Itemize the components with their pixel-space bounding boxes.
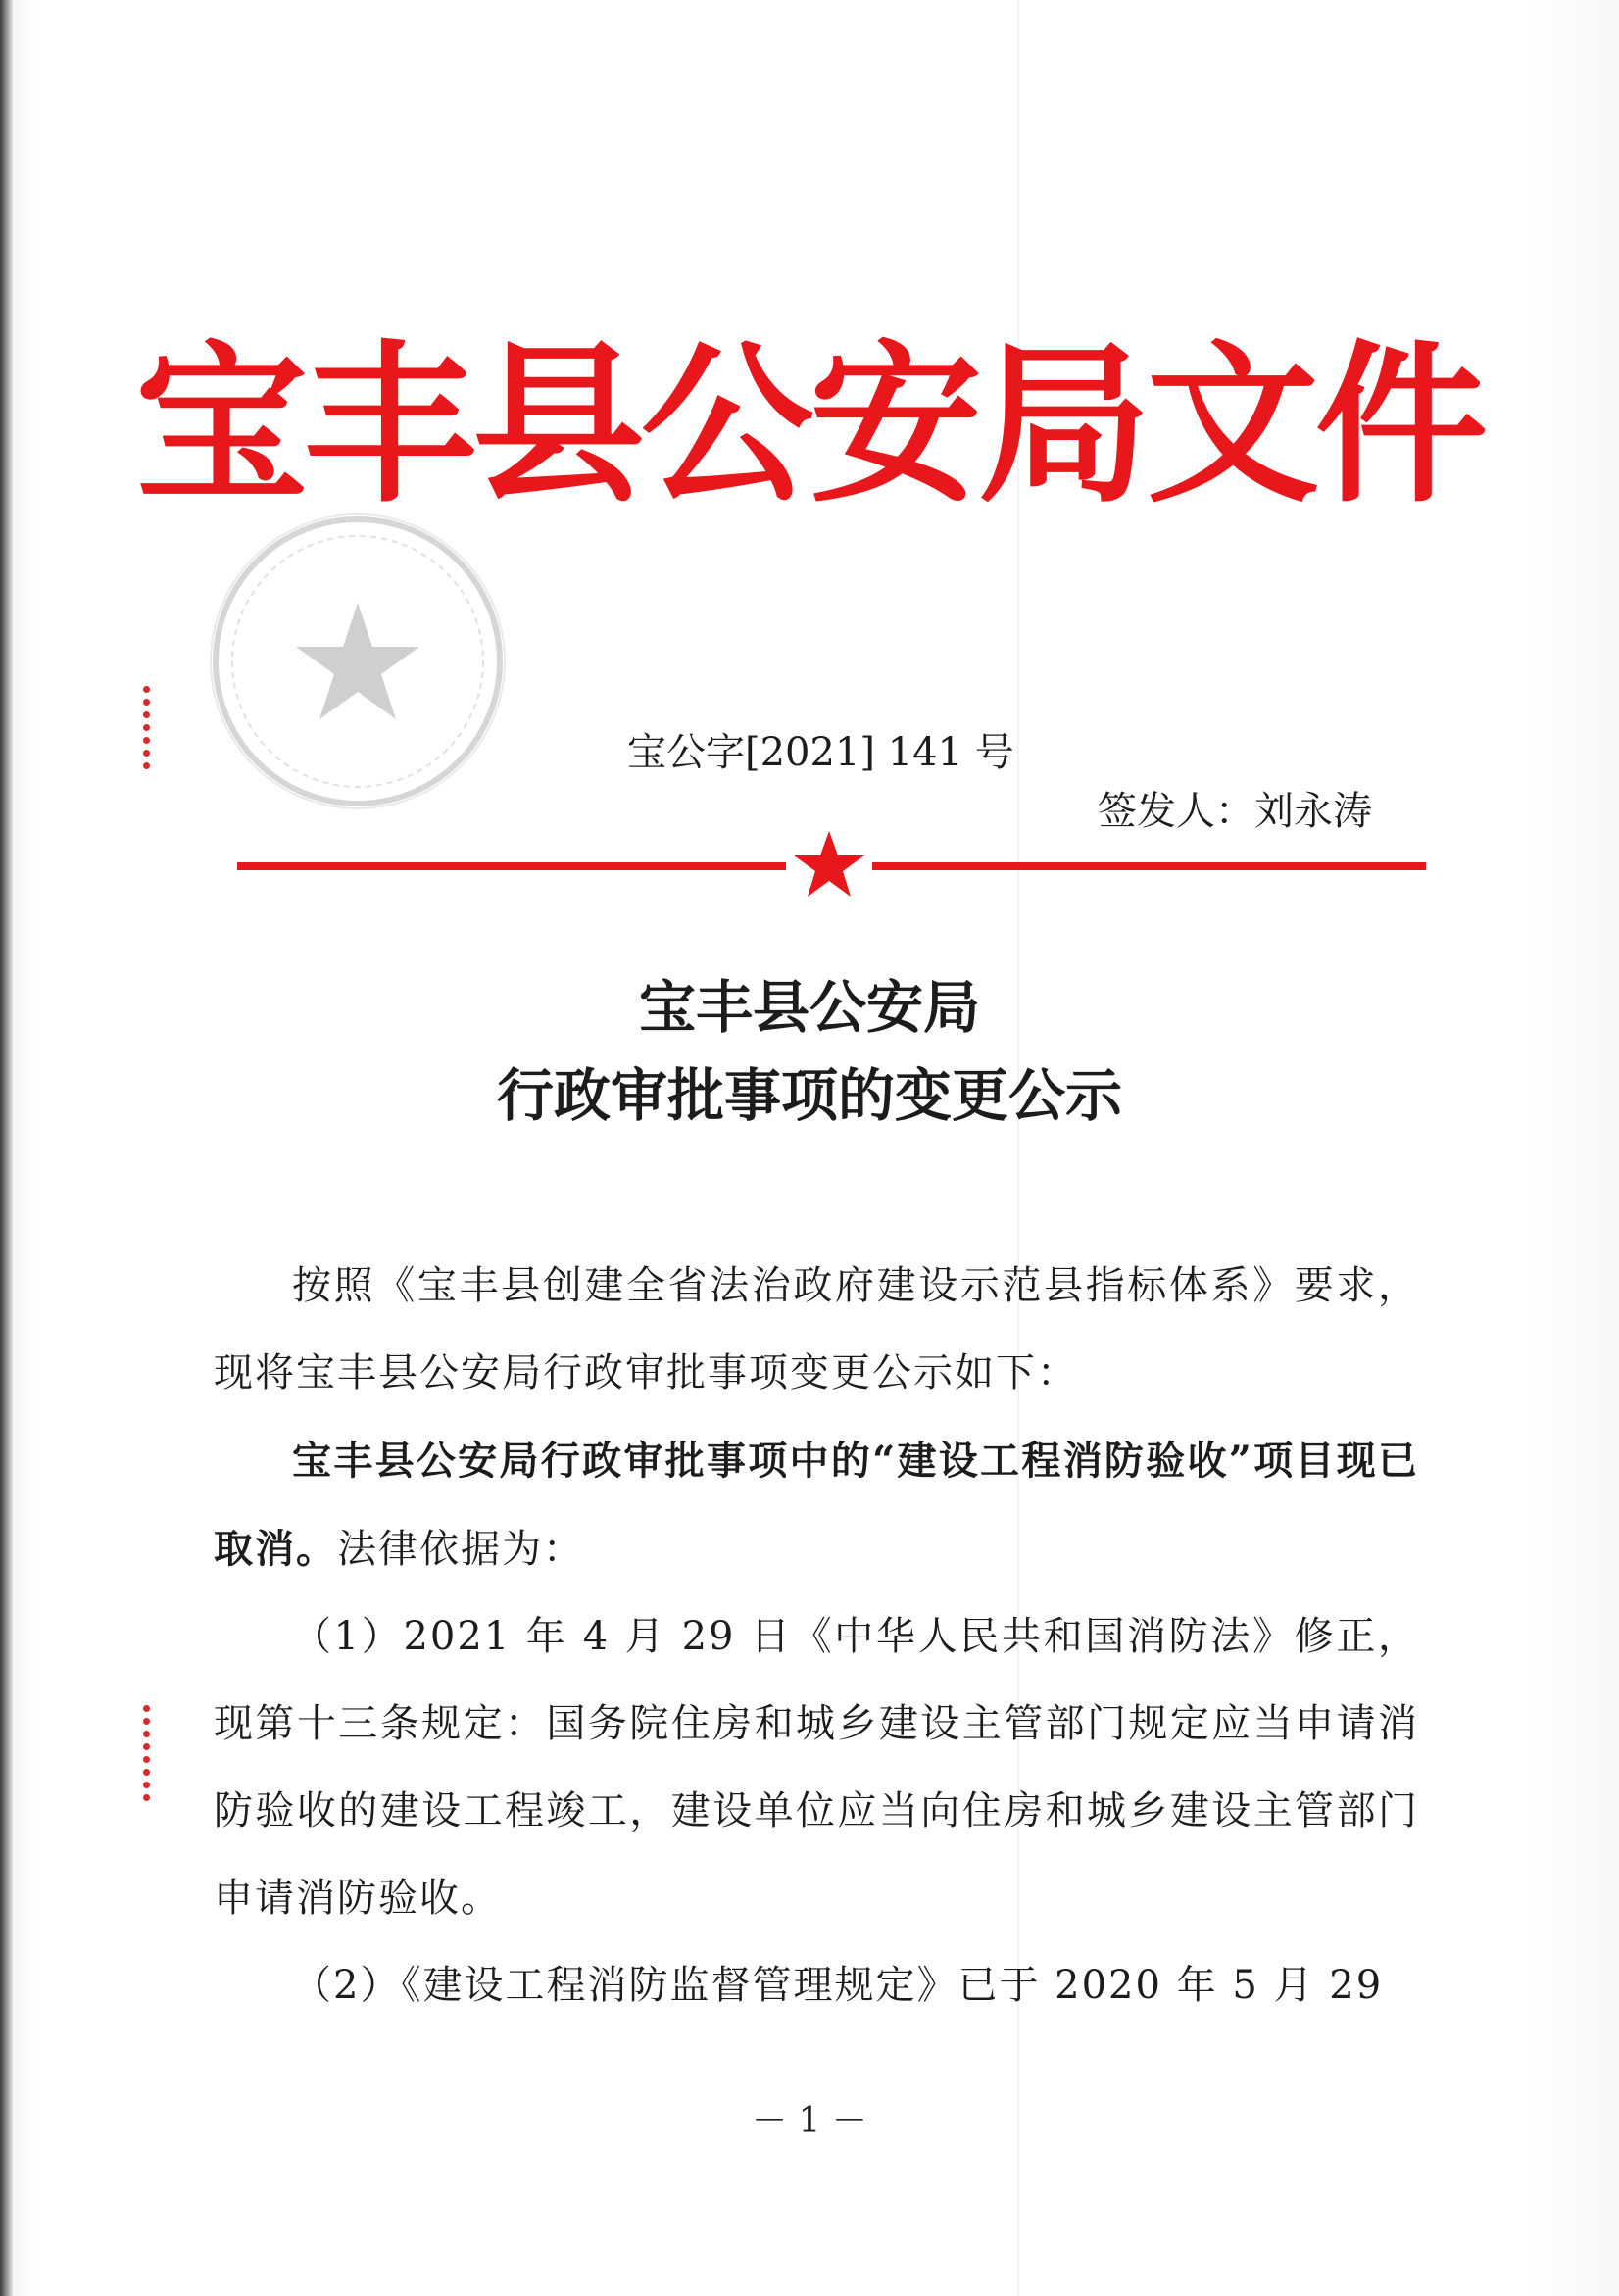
document-title-line-2: 行政审批事项的变更公示: [496, 1062, 1122, 1129]
document-body: [214, 1243, 1419, 2029]
body-paragraph-4: （2）《建设工程消防监督管理规定》已于 2020 年 5 月 29: [292, 1963, 1384, 2008]
binding-holes-top: [143, 686, 153, 769]
page-number: － 1 －: [752, 2101, 867, 2141]
body-paragraph-2: [214, 1417, 1419, 1593]
red-divider-right: [872, 862, 1426, 870]
issuer-signatory: 签发人：刘永涛: [1098, 789, 1372, 834]
body-paragraph-2-rest: 法律依据为：: [337, 1527, 584, 1572]
red-divider-left: [237, 862, 786, 870]
document-title-line-1: 宝丰县公安局: [638, 974, 980, 1041]
body-paragraph-1: 按照《宝丰县创建全省法治政府建设示范县指标体系》要求，现将宝丰县公安局行政审批事项变更公示如下：: [214, 1263, 1419, 1395]
document-number: 宝公字[2021] 141 号: [627, 730, 1014, 775]
body-paragraph-2-bold: 宝丰县公安局行政审批事项中的“建设工程消防验收”项目现已取消。: [214, 1438, 1419, 1572]
red-star-icon: [792, 829, 866, 900]
binding-holes-bottom: [143, 1705, 153, 1801]
body-paragraph-3: （1）2021 年 4 月 29 日《中华人民共和国消防法》修正，现第十三条规定：国务院住房和城乡建设主管部门规定应当申请消防验收的建设工程竣工，建设单位应当向住房和城乡建设主管部门申请消防验收。: [214, 1614, 1419, 1921]
official-seal-icon: [206, 510, 510, 813]
document-masthead: 宝丰县公安局文件: [134, 325, 1484, 526]
